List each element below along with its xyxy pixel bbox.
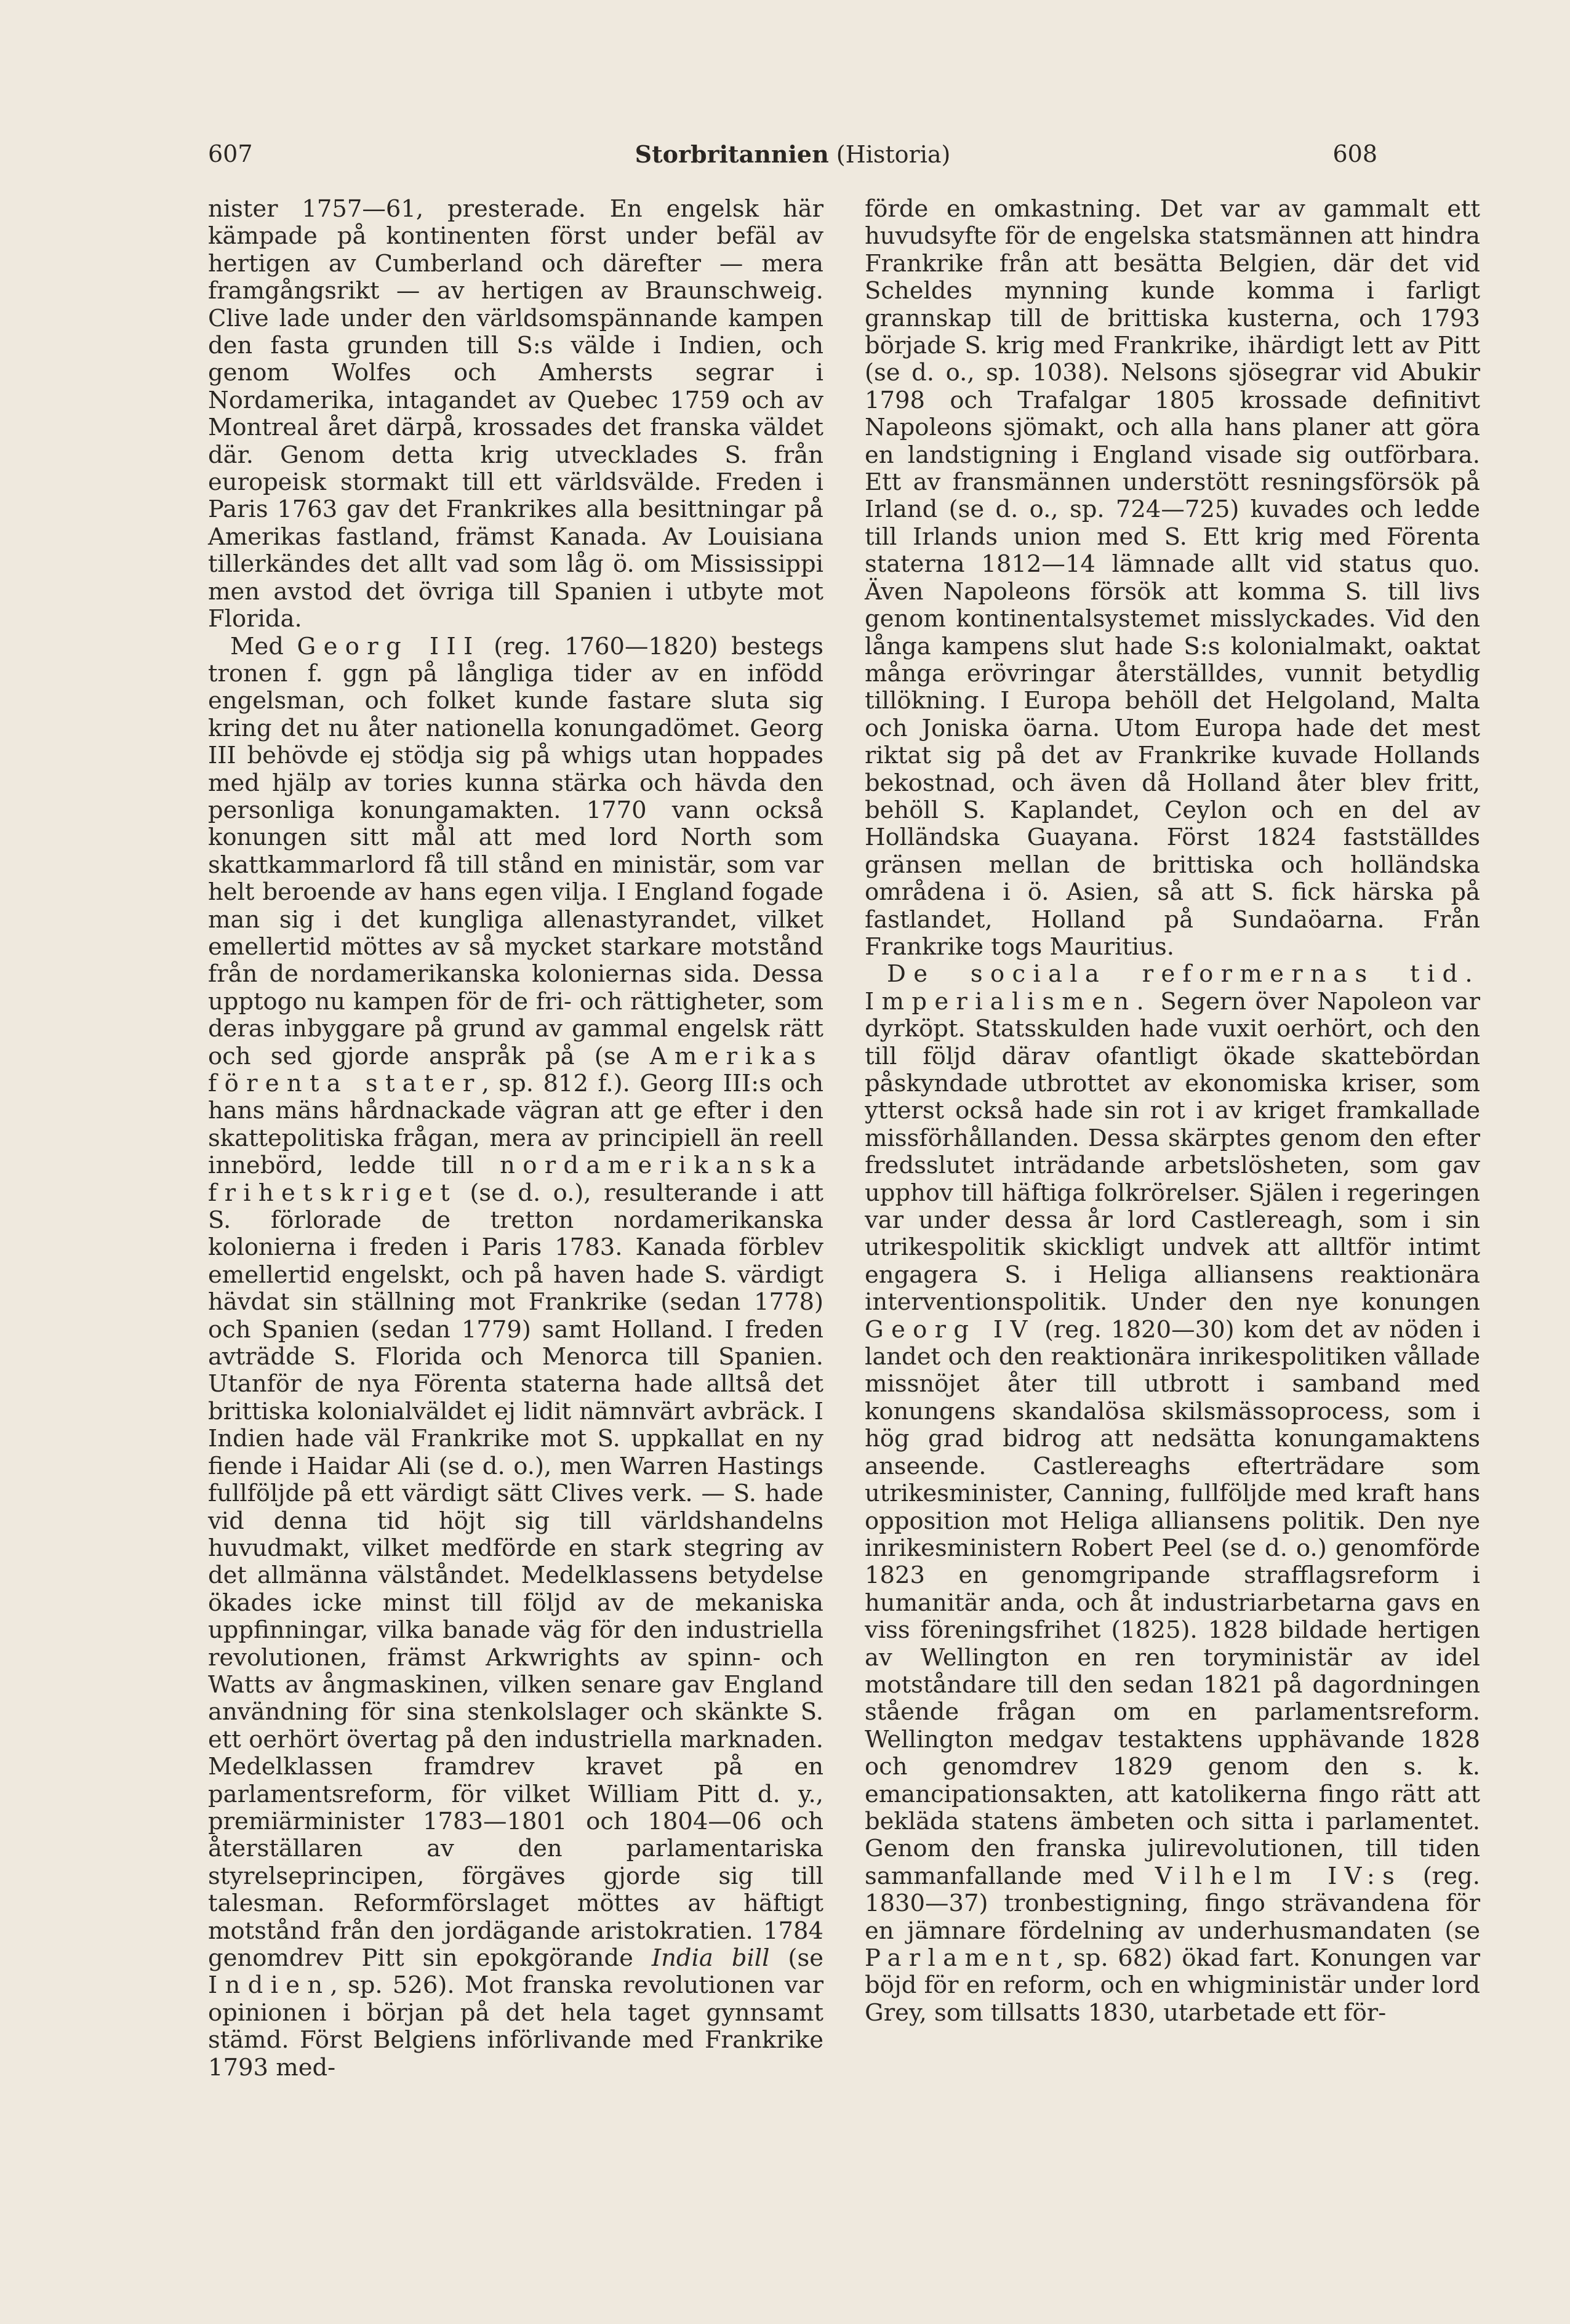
right-paragraph-1: förde en omkastning. Det var av gammalt ett huvudsyfte för de engelska statsmännen att hindra Frankrike från att besätta Belgien, där det vid Scheldes mynning kunde komma i farligt grannskap till de brittiska kusterna, och 1793 började S. krig med Frankrike, ihärdigt lett av Pitt (se d. o., sp. 1038). Nelsons sjösegrar vid Abukir 1798 och Trafalgar 1805 krossade definitivt Napoleons sjömakt, och alla hans planer att göra en landstigning i England visade sig outförbara. Ett av fransmännen understött resningsförsök på Irland (se d. o., sp. 724—725) kuvades och ledde till Irlands union med S. Ett krig med Förenta staterna 1812—14 lämnade allt vid status quo. Även Napoleons försök att komma S. till livs genom kontinentalsystemet misslyckades. Vid den långa kampens slut hade S:s kolonialmakt, oaktat många erövringar återställdes, vunnit betydlig tillökning. I Europa behöll det Helgoland, Malta och Joniska öarna. Utom Europa hade det mest riktat sig på det av Frankrike kuvade Hollands bekostnad, och även då Holland åter blev fritt, behöll S. Kaplandet, Ceylon och en del av Holländska Guayana. Först 1824 fastställdes gränsen mellan de brittiska och holländska områdena i ö. Asien, så att S. fick härska på fastlandet, Holland på Sundaöarna. Från Frankrike togs Mauritius. [865,195,1480,961]
text-run: (se d. o.), resulterande i att S. förlorade de tretton nordamerikanska kolonierna i freden i Paris 1783. Kanada förblev emellertid engelskt, och på haven hade S. värdigt hävdat sin ställning mot Frankrike (sedan 1778) och Spanien (sedan 1779) samt Holland. I freden avträdde S. Florida och Menorca till Spanien. Utanför de nya Förenta staterna hade alltså det brittiska kolonialväldet ej lidit nämnvärt avbräck. I Indien hade väl Frankrike mot S. uppkallat en ny fiende i Haidar Ali (se d. o.), men Warren Hastings fullföljde på ett värdigt sätt Clives verk. — S. hade vid denna tid höjt sig till världshandelns huvudmakt, vilket medförde en stark stegring av det allmänna välståndet. Medelklassens betydelse ökades icke minst till följd av de mekaniska uppfinningar, vilka banade väg för den industriella revolutionen, främst Arkwrights av spinn- och Watts av ångmaskinen, vilken senare gav England användning för sina stenkolslager och skänkte S. ett oerhört övertag på den industriella marknaden. Medelklassen framdrev kravet på en parlamentsreform, för vilket William Pitt d. y., premiärminister 1783—1801 och 1804—06 och återställaren av den parlamentariska styrelseprincipen, förgäves gjorde sig till talesman. Reformförslaget möttes av häftigt motstånd från den jordägande aristokratien. 1784 genomdrev Pitt sin epokgörande [208,1179,823,1972]
italic-india-bill: India bill [651,1944,770,1972]
text-run: Med [230,632,297,660]
left-paragraph-1: nister 1757—61, presterade. En engelsk här kämpade på kontinenten först under befäl av hertigen av Cumberland och därefter — mera framgångsrikt — av hertigen av Braunschweig. Clive lade under den världsomspännande kampen den fasta grunden till S:s välde i Indien, och genom Wolfes och Amhersts segrar i Nordamerika, intagandet av Quebec 1759 och av Montreal året därpå, krossades det franska väldet där. Genom detta krig utvecklades S. från europeisk stormakt till ett världsvälde. Freden i Paris 1763 gav det Frankrikes alla besittningar på Amerikas fastland, främst Kanada. Av Louisiana tillerkändes det allt vad som låg ö. om Mississippi men avstod det övriga till Spanien i utbyte mot Florida. [208,195,823,633]
cross-reference-indien: Indien [208,1971,330,2000]
text-run: (reg. 1760—1820) bestegs tronen f. ggn på långliga tider av en infödd engelsman, och folket kunde fastare sluta sig kring det nu åter nationella konungadömet. Georg III behövde ej stödja sig på whigs utan hoppades med hjälp av tories kunna stärka och hävda den personliga konungamakten. 1770 vann också konungen sitt mål att med lord North som skattkammarlord få till stånd en ministär, som var helt beroende av hans egen vilja. I England fogade man sig i det kungliga allenastyrandet, vilket emellertid möttes av så mycket starkare motstånd från de nordamerikanska koloniernas sida. Dessa upptogo nu kampen för de fri- och rättigheter, som deras inbyggare på grund av gammal engelsk rätt och sed gjorde anspråk på (se [208,632,823,1070]
text-run: (reg. 1830—37) tronbestigning, fingo strävandena för en jämnare fördelning av underhusmandaten (se [865,1862,1480,1945]
left-paragraph-2 [208,633,823,2082]
page-header [208,140,1377,177]
page-number-right: 608 [1332,140,1377,167]
left-column [208,196,823,2082]
text-run: (se [769,1944,823,1972]
cross-reference-amerikas-forenta-stater: Amerikas förenta stater [208,1042,823,1097]
right-column [865,196,1480,2027]
page-number-left: 607 [208,140,253,167]
section-heading-sociala-reformernas-tid: De sociala reformernas tid. Imperialismen. [865,960,1480,1016]
text-run: , sp. 526). Mot franska revolutionen var opinionen i början på det hela taget gynnsamt stämd. Först Belgiens införlivande med Frankrike 1793 med- [208,1971,823,2082]
spaced-name-georg-iv: Georg IV [865,1315,1035,1344]
text-run: , sp. 812 f.). Georg III:s och hans mäns hårdnackade vägran att ge efter i den skattepolitiska frågan, mera av principiell än reell innebörd, ledde till [208,1070,823,1180]
cross-reference-parlament: Parlament [865,1944,1057,1972]
right-paragraph-2 [865,961,1480,2027]
text-run: (reg. 1820—30) kom det av nöden i landet och den reaktionära inrikespolitiken vållade missnöjet åter till utbrott i samband med konungens skandalösa skilsmässoprocess, som i hög grad bidrog att nedsätta konungamaktens anseende. Castlereaghs efterträdare som utrikesminister, Canning, fullföljde med kraft hans opposition mot Heliga alliansens politik. Den nye inrikesministern Robert Peel (se d. o.) genomförde 1823 en genomgripande strafflagsreform i humanitär anda, och åt industriarbetarna gavs en viss föreningsfrihet (1825). 1828 bildade hertigen av Wellington en ren toryministär av idel motståndare till den sedan 1821 på dagordningen stående frågan om en parlamentsreform. Wellington medgav testaktens upphävande 1828 och genomdrev 1829 genom den s. k. emancipationsakten, att katolikerna fingo rätt att bekläda statens ämbeten och sitta i parlamentet. Genom den franska julirevolutionen, till tiden sammanfallande med [865,1315,1481,1890]
running-title-bold: Storbritannien [635,140,829,168]
running-title-rest: (Historia) [828,141,951,168]
text-run: , sp. 682) ökad fart. Konungen var böjd för en reform, och en whigministär under lord Grey, som tillsatts 1830, utarbetade ett för- [865,1944,1480,2027]
cross-reference-frihetskriget: nordamerikanska frihetskriget [208,1152,823,1207]
spaced-name-vilhelm-iv: Vilhelm IV:s [1155,1862,1403,1890]
spaced-name-georg-iii: Georg III [297,632,481,660]
running-title [208,140,1377,168]
text-run: Segern över Napoleon var dyrköpt. Statsskulden hade vuxit oerhört, och den till följd därav ofantligt ökade skattebördan påskyndade utbrottet av ekonomiska kriser, som ytterst också hade sin rot i av kriget framkallade missförhållanden. Dessa skärptes genom den efter fredsslutet inträdande arbetslösheten, som gav upphov till häftiga folkrörelser. Själen i regeringen var under dessa år lord Castlereagh, som i sin utrikespolitik skickligt undvek att alltför intimt engagera S. i Heliga alliansens reaktionära interventionspolitik. Under den nye konungen [865,987,1480,1316]
